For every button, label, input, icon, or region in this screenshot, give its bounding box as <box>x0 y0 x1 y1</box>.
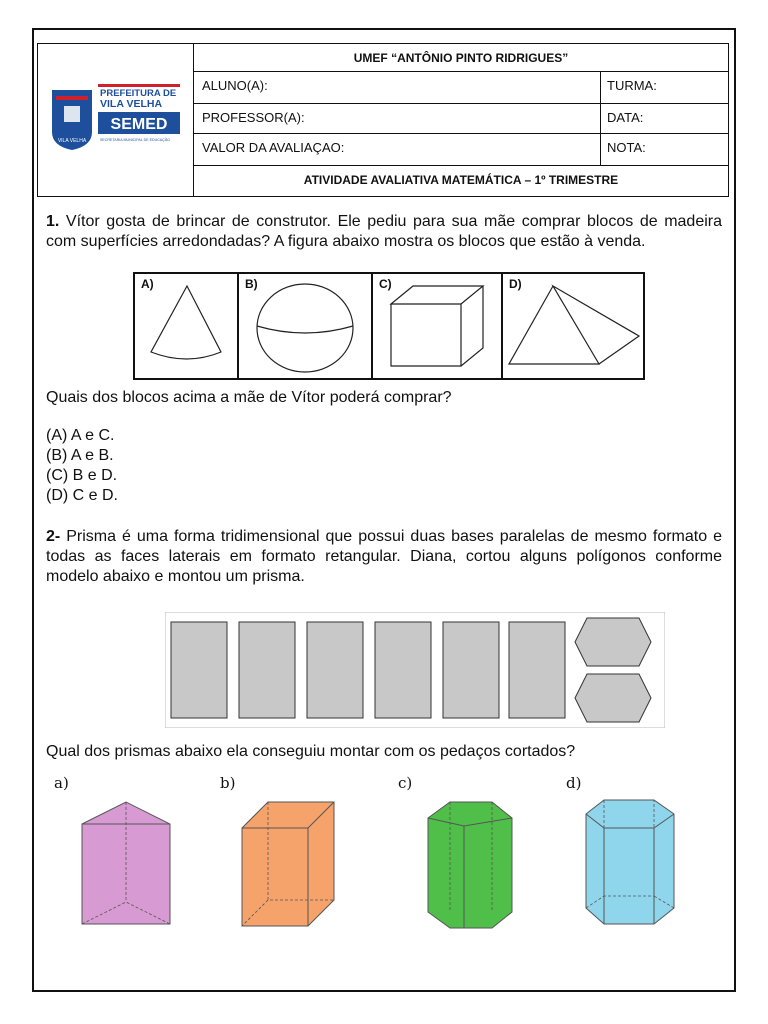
nota-label: NOTA: <box>607 140 646 155</box>
shape-label-d: D) <box>509 277 522 291</box>
school-logo <box>38 44 194 196</box>
data-cell <box>600 104 730 133</box>
piece-rect-3 <box>307 622 363 718</box>
professor-label: PROFESSOR(A): <box>202 110 305 125</box>
shape-pyramid <box>503 274 643 378</box>
prism-pentagonal-icon[interactable] <box>424 800 516 930</box>
logo-cell <box>38 44 194 196</box>
q1-option-a[interactable]: (A) A e C. <box>46 427 115 444</box>
shape-sphere <box>239 274 373 378</box>
school-name-row <box>194 44 728 72</box>
piece-rect-1 <box>171 622 227 718</box>
q1-option-b[interactable]: (B) A e B. <box>46 447 114 464</box>
header-table <box>37 43 729 197</box>
nota-cell <box>600 134 730 165</box>
q1-option-d[interactable]: (D) C e D. <box>46 487 118 504</box>
valor-row <box>194 134 728 166</box>
q1-shapes-box <box>133 272 645 380</box>
shape-cone <box>135 274 239 378</box>
q2-number: 2- <box>46 528 61 545</box>
shield-icon <box>52 90 92 150</box>
logo-subtitle: SECRETARIA MUNICIPAL DE EDUCAÇÃO <box>100 138 171 142</box>
logo-line1: PREFEITURA DE <box>100 88 177 99</box>
pyramid-icon <box>503 274 643 378</box>
shield-text: VILA VELHA <box>57 138 87 144</box>
piece-rect-2 <box>239 622 295 718</box>
prism-triangular-icon[interactable] <box>80 798 172 928</box>
piece-rect-4 <box>375 622 431 718</box>
q2-text <box>46 527 722 587</box>
turma-label: TURMA: <box>607 78 657 93</box>
aluno-row <box>194 72 728 104</box>
logo-line2: VILA VELHA <box>100 98 163 110</box>
q1-number: 1. <box>46 213 60 230</box>
valor-label: VALOR DA AVALIAÇAO: <box>202 140 345 155</box>
prism-rectangular-icon[interactable] <box>240 800 336 928</box>
logo-semed: SEMED <box>110 116 168 133</box>
shape-label-c: C) <box>379 277 392 291</box>
activity-title-row <box>194 166 728 196</box>
professor-row <box>194 104 728 134</box>
data-label: DATA: <box>607 110 644 125</box>
q2-question: Qual dos prismas abaixo ela conseguiu montar com os pedaços cortados? <box>46 743 576 760</box>
prism-label-a[interactable]: a) <box>54 774 69 792</box>
cube-icon <box>373 274 503 378</box>
q1-statement: Vítor gosta de brincar de construtor. Ele pediu para sua mãe comprar blocos de madeira com superfícies arredondadas? A figura abaixo mostra os blocos que estão à venda. <box>46 213 722 250</box>
sphere-icon <box>239 274 373 378</box>
piece-hexagon-2 <box>575 674 651 722</box>
shape-label-b: B) <box>245 277 258 291</box>
shape-cube <box>373 274 503 378</box>
piece-rect-5 <box>443 622 499 718</box>
school-name: UMEF “ANTÔNIO PINTO RIDRIGUES” <box>353 51 569 65</box>
q2-pieces <box>165 612 665 728</box>
prism-label-b[interactable]: b) <box>220 774 236 792</box>
aluno-label: ALUNO(A): <box>202 78 268 93</box>
piece-rect-6 <box>509 622 565 718</box>
q1-option-c[interactable]: (C) B e D. <box>46 467 118 484</box>
activity-title: ATIVIDADE AVALIATIVA MATEMÁTICA – 1º TRIMESTRE <box>303 173 619 187</box>
piece-hexagon-1 <box>575 618 651 666</box>
shape-label-a: A) <box>141 277 154 291</box>
prism-label-c[interactable]: c) <box>398 774 413 792</box>
q1-text <box>46 212 722 252</box>
q2-statement: Prisma é uma forma tridimensional que possui duas bases paralelas de mesmo formato e todas as faces laterais em formato retangular. Diana, cortou alguns polígonos conforme modelo abaixo e montou um prisma. <box>46 528 722 585</box>
q1-options <box>46 426 118 506</box>
prism-label-d[interactable]: d) <box>566 774 582 792</box>
q1-question: Quais dos blocos acima a mãe de Vítor poderá comprar? <box>46 389 452 406</box>
turma-cell <box>600 72 730 103</box>
prism-hexagonal-icon[interactable] <box>582 798 678 928</box>
